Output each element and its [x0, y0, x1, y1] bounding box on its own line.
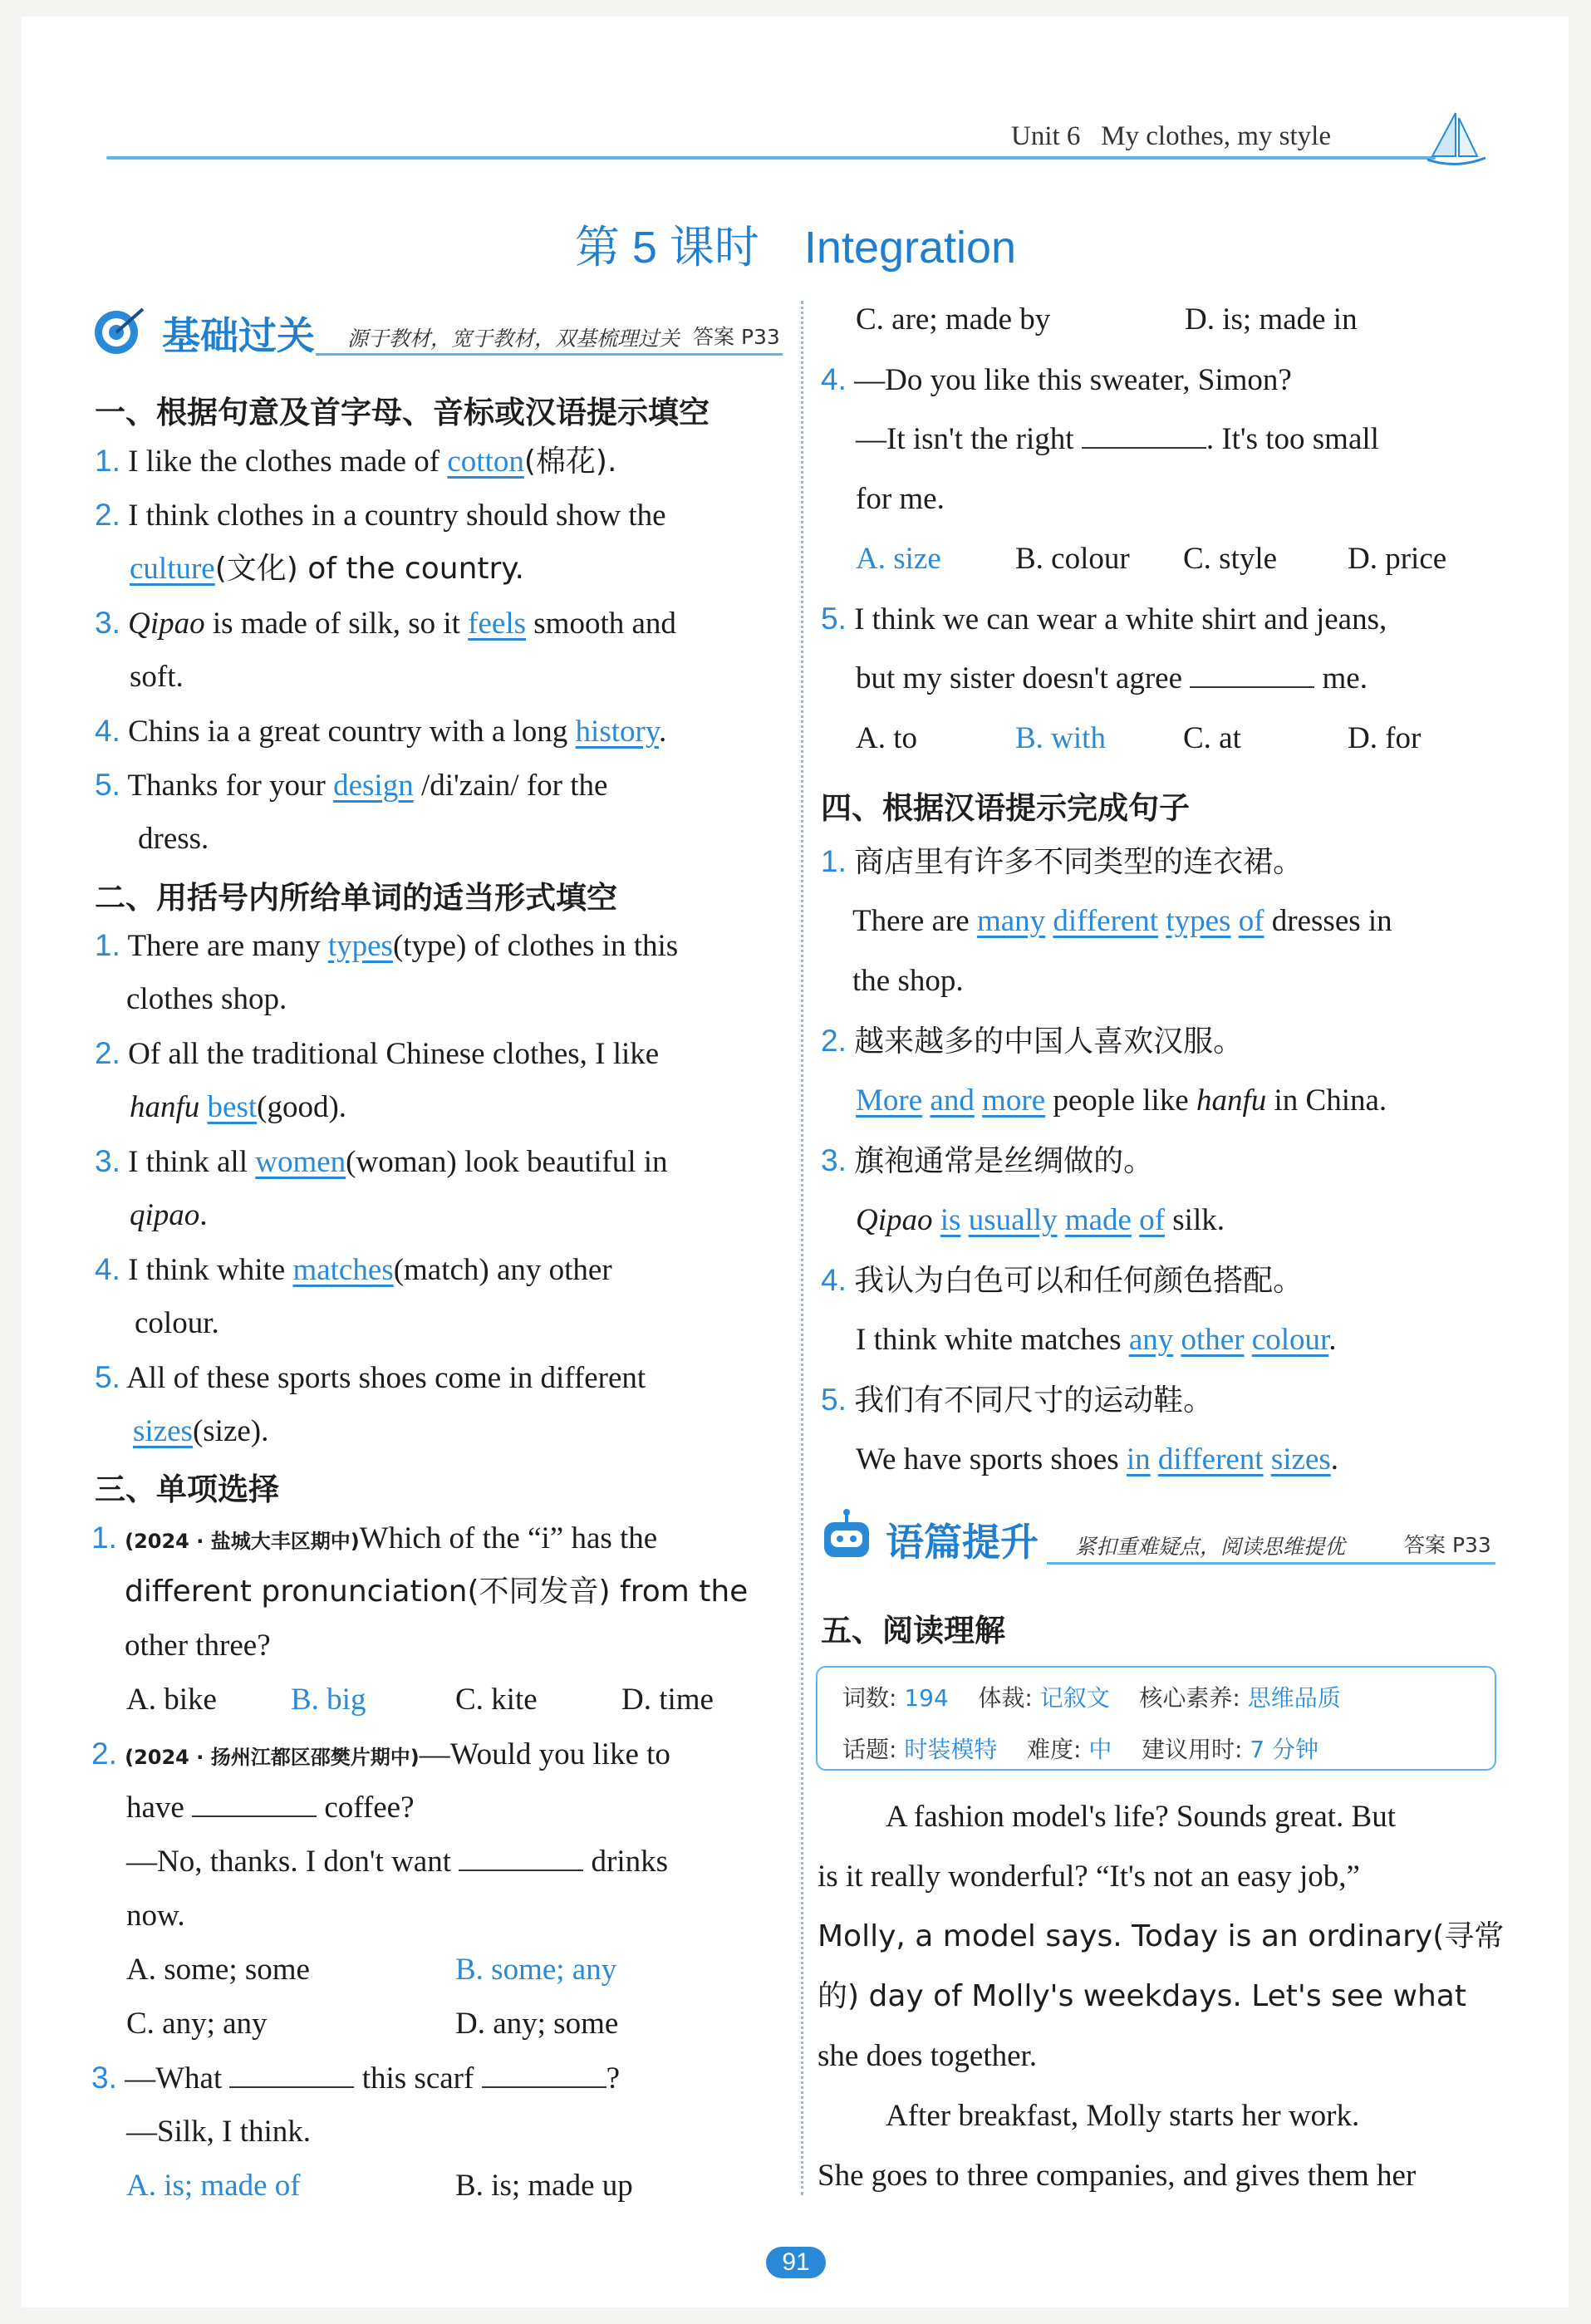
s2-q5-cont [133, 1413, 268, 1451]
s1-q4 [95, 712, 666, 751]
answer: More [856, 1083, 923, 1118]
column-divider [801, 301, 803, 2195]
passage-line: After breakfast, Molly starts her work. [886, 2099, 1360, 2133]
label: 核心素养: [1139, 1684, 1240, 1712]
s4-q3-answer-line [856, 1201, 1225, 1240]
question-text: —No, thanks. I don't want [126, 1845, 459, 1879]
s1-q3 [95, 604, 676, 643]
italic-term: hanfu [130, 1090, 200, 1124]
question-text: drinks [583, 1845, 669, 1879]
question-number: 2. [95, 1036, 120, 1070]
s3-q2-cont3: now. [126, 1899, 185, 1933]
s2-q4-cont: colour. [135, 1306, 219, 1340]
s4-q3 [821, 1142, 1153, 1181]
question-text: . [658, 715, 667, 749]
question-text: (棉花). [523, 445, 617, 479]
question-text: I think we can wear a white shirt and jeans, [854, 602, 1387, 636]
s3-q5-option-d[interactable]: D. for [1348, 721, 1422, 755]
question-text: smooth and [526, 607, 676, 641]
question-number: 1. [95, 444, 120, 478]
italic-term: hanfu [1196, 1083, 1267, 1118]
answer: different [1053, 904, 1159, 938]
source-tag: (2024 · 扬州江都区邵樊片期中) [125, 1746, 420, 1769]
target-icon [91, 306, 146, 360]
unit-label: Unit 6 [1011, 121, 1081, 151]
reading-section-subtitle: 紧扣重难疑点，阅读思维提优 [1075, 1535, 1346, 1559]
s4-q4 [821, 1261, 1303, 1300]
s3-q4-option-a[interactable]: A. size [856, 542, 941, 576]
s3-q5 [821, 600, 1387, 639]
question-text: (文化) of the country. [214, 552, 524, 586]
question-text: . [199, 1198, 208, 1232]
s2-q2-cont [130, 1088, 346, 1127]
question-number: 5. [821, 602, 847, 636]
s3-q2-option-b[interactable]: B. some; any [455, 1953, 617, 1987]
question-text: I think clothes in a country should show the [128, 499, 666, 533]
s3-q2-option-d[interactable]: D. any; some [455, 2007, 619, 2041]
question-text: We have sports shoes [856, 1442, 1127, 1476]
s3-q1-option-c[interactable]: C. kite [455, 1683, 538, 1717]
s3-q3-option-b[interactable]: B. is; made up [455, 2169, 633, 2203]
answer: made [1064, 1203, 1132, 1237]
answer: many [976, 904, 1046, 938]
section-2-heading: 二、用括号内所给单词的适当形式填空 [95, 880, 617, 916]
question-text: have [126, 1791, 193, 1825]
source-tag: (2024 · 盐城大丰区期中) [125, 1530, 360, 1553]
s3-q1-option-a[interactable]: A. bike [126, 1683, 217, 1717]
question-text: . [1328, 1323, 1337, 1357]
question-number: 3. [95, 606, 120, 640]
question-text: —Would you like to [419, 1737, 670, 1771]
section-5-heading: 五、阅读理解 [821, 1613, 1005, 1648]
italic-term: qipao [130, 1198, 200, 1232]
question-text: —What [125, 2061, 230, 2096]
question-text: There are [852, 904, 977, 938]
question-number: 5. [821, 1383, 847, 1417]
s3-q5-cont [856, 660, 1368, 698]
question-number: 4. [821, 362, 847, 396]
question-number: 4. [821, 1263, 847, 1297]
topic: 时装模特 [904, 1736, 998, 1763]
header-rule [106, 156, 1436, 160]
question-text: but my sister doesn't agree [856, 661, 1191, 695]
passage-line: she does together. [818, 2039, 1038, 2073]
italic-term: Qipao [128, 607, 205, 641]
reading-section-rule [1047, 1562, 1495, 1565]
question-text: I like the clothes made of [128, 445, 448, 479]
s2-q5 [95, 1359, 646, 1398]
question-text: —It isn't the right [856, 422, 1082, 456]
s3-q5-option-c[interactable]: C. at [1183, 721, 1241, 755]
s3-q4-option-d[interactable]: D. price [1348, 542, 1447, 576]
question-number: 2. [95, 498, 120, 532]
s2-q1-cont: clothes shop. [126, 982, 287, 1016]
question-number: 4. [95, 714, 120, 748]
answer-blank[interactable] [1190, 660, 1314, 688]
running-header [1011, 121, 1331, 152]
chinese-prompt: 旗袍通常是丝绸做的。 [854, 1144, 1154, 1178]
section-1-heading: 一、根据句意及首字母、音标或汉语提示填空 [95, 395, 710, 430]
section-3-heading: 三、单项选择 [95, 1472, 279, 1507]
question-text: is made of silk, so it [204, 607, 469, 641]
s1-q3-cont: soft. [130, 660, 184, 694]
label: 体裁: [978, 1684, 1033, 1712]
question-text: people like [1045, 1083, 1196, 1118]
s4-q1-cont: the shop. [852, 964, 964, 998]
lesson-title: 第 5 课时 Integration [574, 223, 1017, 273]
s3-q1-option-b[interactable]: B. big [291, 1683, 366, 1717]
question-number: 5. [95, 768, 120, 802]
question-text: coffee? [317, 1791, 415, 1825]
question-number: 3. [821, 1143, 847, 1177]
answer: and [930, 1083, 975, 1118]
question-text: in China. [1266, 1083, 1387, 1118]
question-text: . It's too small [1206, 422, 1379, 456]
question-text: Which of the “i” has the [359, 1521, 658, 1555]
core-literacy: 思维品质 [1247, 1684, 1341, 1712]
question-text: different pronunciation(不同发音) from the [125, 1575, 749, 1609]
difficulty: 中 [1088, 1736, 1112, 1763]
s3-q2-option-c[interactable]: C. any; any [126, 2007, 268, 2041]
question-text: There are many [127, 929, 328, 963]
robot-icon [818, 1509, 876, 1568]
question-number: 2. [91, 1737, 117, 1771]
answer: of [1139, 1203, 1166, 1237]
question-text: (woman) look beautiful in [346, 1145, 668, 1179]
s4-q2-answer-line [856, 1082, 1387, 1120]
answer: matches [292, 1253, 394, 1287]
s3-q5-option-a[interactable]: A. to [856, 721, 917, 755]
question-text: —Do you like this sweater, Simon? [854, 363, 1292, 397]
s3-q1-option-d[interactable]: D. time [621, 1683, 714, 1717]
s3-q1-cont [125, 1573, 748, 1611]
answer-blank[interactable] [1082, 420, 1206, 449]
answer: different [1157, 1442, 1264, 1476]
s2-q2 [95, 1034, 659, 1074]
s3-q5-option-b[interactable]: B. with [1015, 721, 1106, 755]
basic-section-subtitle: 源于教材，宽于教材，双基梳理过关 [347, 327, 680, 351]
question-text: . [1330, 1442, 1339, 1476]
s3-q3-option-c[interactable]: C. are; made by [856, 302, 1051, 337]
answer: women [255, 1145, 346, 1179]
answer: other [1181, 1323, 1245, 1357]
s3-q3-cont: —Silk, I think. [126, 2115, 312, 2149]
passage-line [818, 1918, 1504, 1956]
passage-line: She goes to three companies, and gives them her [818, 2159, 1417, 2193]
label: 词数: [842, 1684, 897, 1712]
s2-q4 [95, 1250, 612, 1290]
s3-q3-option-d[interactable]: D. is; made in [1185, 302, 1358, 337]
info-row-2 [842, 1732, 1318, 1765]
s2-q3-cont [130, 1196, 208, 1235]
answer: types [1166, 904, 1231, 938]
section-4-heading: 四、根据汉语提示完成句子 [821, 790, 1190, 826]
passage-text: Molly, a model says. Today is an ordinary(寻常 [818, 1919, 1505, 1953]
question-text: dresses in [1264, 904, 1392, 938]
question-text: (type) of clothes in this [392, 929, 679, 963]
question-number: 1. [95, 928, 120, 962]
question-text: me. [1314, 661, 1368, 695]
question-number: 5. [95, 1360, 120, 1394]
s3-q4-cont [856, 420, 1379, 459]
question-text: I think all [128, 1145, 256, 1179]
question-text: (match) any other [393, 1253, 612, 1287]
question-number: 1. [91, 1521, 117, 1555]
chinese-prompt: 我认为白色可以和任何颜色搭配。 [854, 1264, 1304, 1298]
italic-term: Qipao [856, 1203, 933, 1237]
question-text: silk. [1165, 1203, 1225, 1237]
s1-q2-cont [130, 550, 524, 588]
s2-q3 [95, 1142, 668, 1182]
s3-q2-cont2 [126, 1843, 668, 1881]
reading-answer-ref: 答案 P33 [1404, 1533, 1491, 1557]
basic-answer-ref: 答案 P33 [693, 325, 780, 349]
suggested-time: 7 分钟 [1250, 1736, 1318, 1763]
question-text: I think white matches [856, 1323, 1129, 1357]
page-number: 91 [766, 2247, 826, 2278]
s1-q2 [95, 496, 666, 535]
s1-q5 [95, 766, 607, 805]
s3-q2 [91, 1735, 670, 1776]
answer: history [575, 715, 659, 749]
s3-q2-cont [126, 1789, 415, 1827]
s3-q4 [821, 361, 1292, 400]
answer: design [333, 769, 414, 803]
question-text: ? [606, 2061, 621, 2096]
reading-section-badge: 语篇提升 [886, 1520, 1039, 1565]
passage-line: A fashion model's life? Sounds great. But [886, 1800, 1397, 1834]
s3-q1 [91, 1519, 657, 1560]
answer: usually [968, 1203, 1058, 1237]
s3-q3 [91, 2059, 620, 2098]
question-number: 1. [821, 844, 847, 878]
s2-q1 [95, 926, 678, 965]
s3-q2-option-a[interactable]: A. some; some [126, 1953, 310, 1987]
genre: 记叙文 [1039, 1684, 1110, 1712]
question-number: 4. [95, 1252, 120, 1286]
chinese-prompt: 商店里有许多不同类型的连衣裙。 [854, 845, 1304, 879]
answer: types [327, 929, 393, 963]
info-row-1 [842, 1680, 1341, 1713]
word-count: 194 [904, 1684, 949, 1712]
s3-q4-cont2: for me. [856, 482, 945, 516]
s3-q3-option-a[interactable]: A. is; made of [126, 2169, 301, 2203]
question-number: 3. [95, 1144, 120, 1178]
question-number: 3. [91, 2061, 117, 2095]
passage-text: 的) day of Molly's weekdays. Let's see what [818, 1979, 1466, 2013]
s4-q1-answer-line [852, 902, 1392, 941]
passage-line: is it really wonderful? “It's not an easy job,” [818, 1860, 1360, 1894]
unit-title: My clothes, my style [1101, 121, 1331, 151]
answer: is [940, 1203, 961, 1237]
question-text: Thanks for your [127, 769, 334, 803]
basic-section-rule [316, 353, 783, 356]
s3-q1-cont2: other three? [125, 1629, 271, 1663]
answer: culture [130, 552, 215, 586]
sailboat-icon [1422, 110, 1489, 172]
answer: of [1238, 904, 1264, 938]
answer: cotton [447, 445, 524, 479]
question-text: /di'zain/ for the [413, 769, 608, 803]
question-text: (good). [257, 1090, 347, 1124]
question-number: 2. [821, 1024, 847, 1058]
s1-q5-cont: dress. [138, 822, 209, 856]
answer-blank[interactable] [459, 1843, 583, 1871]
question-text: All of these sports shoes come in different [126, 1361, 646, 1395]
question-text: this scarf [354, 2061, 482, 2096]
answer: best [207, 1090, 258, 1124]
question-text: Of all the traditional Chinese clothes, I like [128, 1037, 660, 1071]
s4-q5 [821, 1381, 1213, 1420]
s4-q5-answer-line [856, 1441, 1338, 1479]
answer-blank[interactable] [192, 1789, 317, 1817]
answer: in [1126, 1442, 1151, 1476]
answer: feels [468, 607, 527, 641]
answer: sizes [1270, 1442, 1331, 1476]
s3-q4-option-c[interactable]: C. style [1183, 542, 1278, 576]
s4-q1 [821, 843, 1303, 882]
question-text: Chins ia a great country with a long [128, 715, 576, 749]
s4-q2 [821, 1022, 1243, 1061]
chinese-prompt: 我们有不同尺寸的运动鞋。 [854, 1383, 1214, 1417]
label: 话题: [842, 1736, 897, 1763]
question-text: I think white [128, 1253, 293, 1287]
chinese-prompt: 越来越多的中国人喜欢汉服。 [854, 1024, 1244, 1059]
label: 难度: [1026, 1736, 1082, 1763]
label: 建议用时: [1141, 1736, 1243, 1763]
question-text: (size). [192, 1414, 269, 1448]
s3-q4-option-b[interactable]: B. colour [1015, 542, 1130, 576]
answer: colour [1251, 1323, 1329, 1357]
basic-section-badge: 基础过关 [162, 313, 315, 358]
answer-blank[interactable] [482, 2060, 606, 2088]
answer-blank[interactable] [229, 2060, 354, 2088]
passage-line [818, 1978, 1466, 2016]
answer: sizes [133, 1414, 193, 1448]
s1-q1 [95, 442, 616, 481]
answer: any [1128, 1323, 1174, 1357]
answer: more [982, 1083, 1046, 1118]
s4-q4-answer-line [856, 1321, 1337, 1359]
